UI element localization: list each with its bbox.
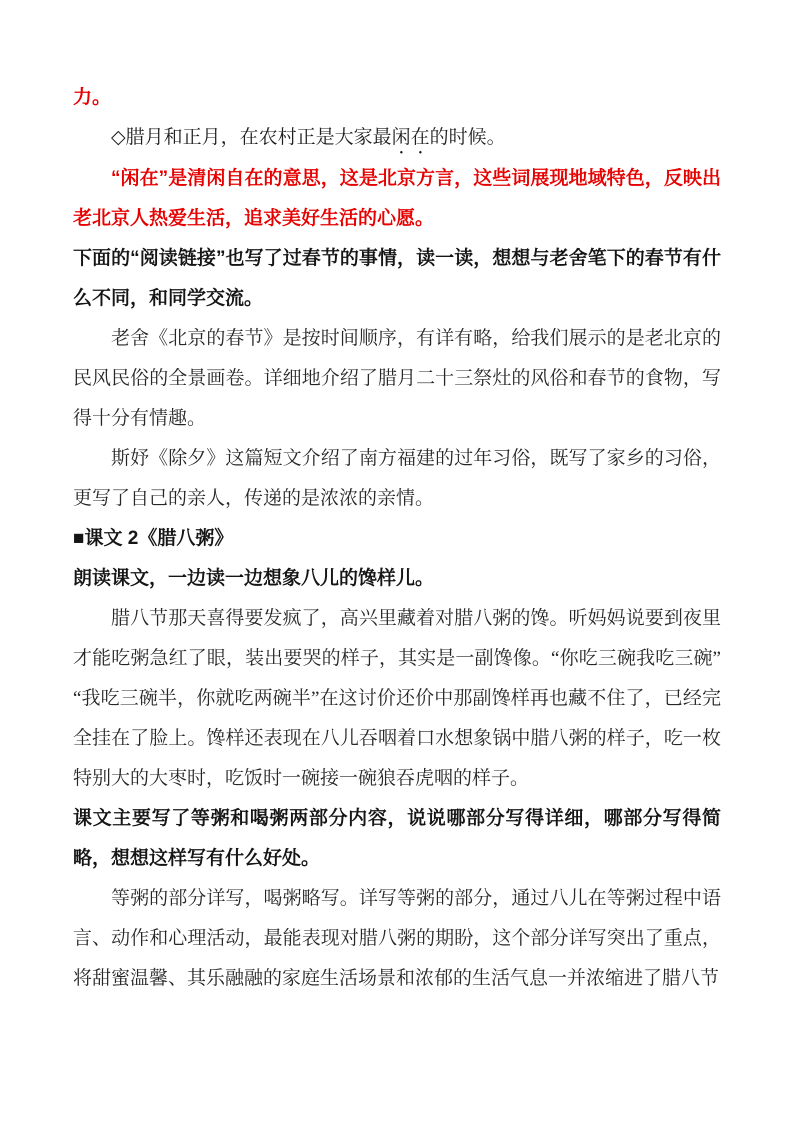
lesson-2-heading: ■课文 2《腊八粥》 — [73, 528, 234, 549]
red-annotation-continuation: 力。 — [73, 87, 112, 108]
prompt-detail-brief: 课文主要写了等粥和喝粥两部分内容，说说哪部分写得详细，哪部分写得简略，想想这样写有什么好处。 — [73, 808, 721, 869]
red-annotation: “闲在”是清闲自在的意思，这是北京方言，这些词展现地域特色，反映出老北京人热爱生活，追求美好生活的心愿。 — [73, 168, 721, 229]
quoted-sentence-prefix: ◇腊月和正月，在农村正是大家最 — [111, 127, 392, 148]
prompt-read-aloud: 朗读课文，一边读一边想象八儿的馋样儿。 — [73, 568, 435, 589]
answer-chuxi: 斯妤《除夕》这篇短文介绍了南方福建的过年习俗，既写了家乡的习俗，更写了自己的亲人，传递的是浓浓的亲情。 — [73, 448, 721, 509]
quoted-sentence-suffix: 的时候。 — [429, 127, 506, 148]
prompt-reading-link: 下面的“阅读链接”也写了过春节的事情，读一读，想想与老舍笔下的春节有什么不同，和同学交流。 — [73, 248, 721, 309]
quoted-sentence — [73, 118, 721, 159]
answer-beijing-spring-festival: 老舍《北京的春节》是按时间顺序，有详有略，给我们展示的是老北京的民风民俗的全景画卷。详细地介绍了腊月二十三祭灶的风俗和春节的食物，写得十分有情趣。 — [73, 328, 721, 429]
quoted-sentence-emphasized-word: 闲在 — [391, 127, 430, 148]
answer-greedy-look: 腊八节那天喜得要发疯了，高兴里藏着对腊八粥的馋。听妈妈说要到夜里才能吃粥急红了眼，装出要哭的样子，其实是一副馋像。“你吃三碗我吃三碗”“我吃三碗半，你就吃两碗半”在这讨价还价中那副馋样再也藏不住了，已经完全挂在了脸上。馋样还表现在八儿吞咽着口水想象锅中腊八粥的样子，吃一枚特别大的大枣时，吃饭时一碗接一碗狼吞虎咽的样子。 — [73, 608, 721, 789]
answer-waiting-porridge: 等粥的部分详写，喝粥略写。详写等粥的部分，通过八儿在等粥过程中语言、动作和心理活动，最能表现对腊八粥的期盼，这个部分详写突出了重点，将甜蜜温馨、其乐融融的家庭生活场景和浓郁的生活气息一并浓缩进了腊八节 — [73, 888, 721, 989]
